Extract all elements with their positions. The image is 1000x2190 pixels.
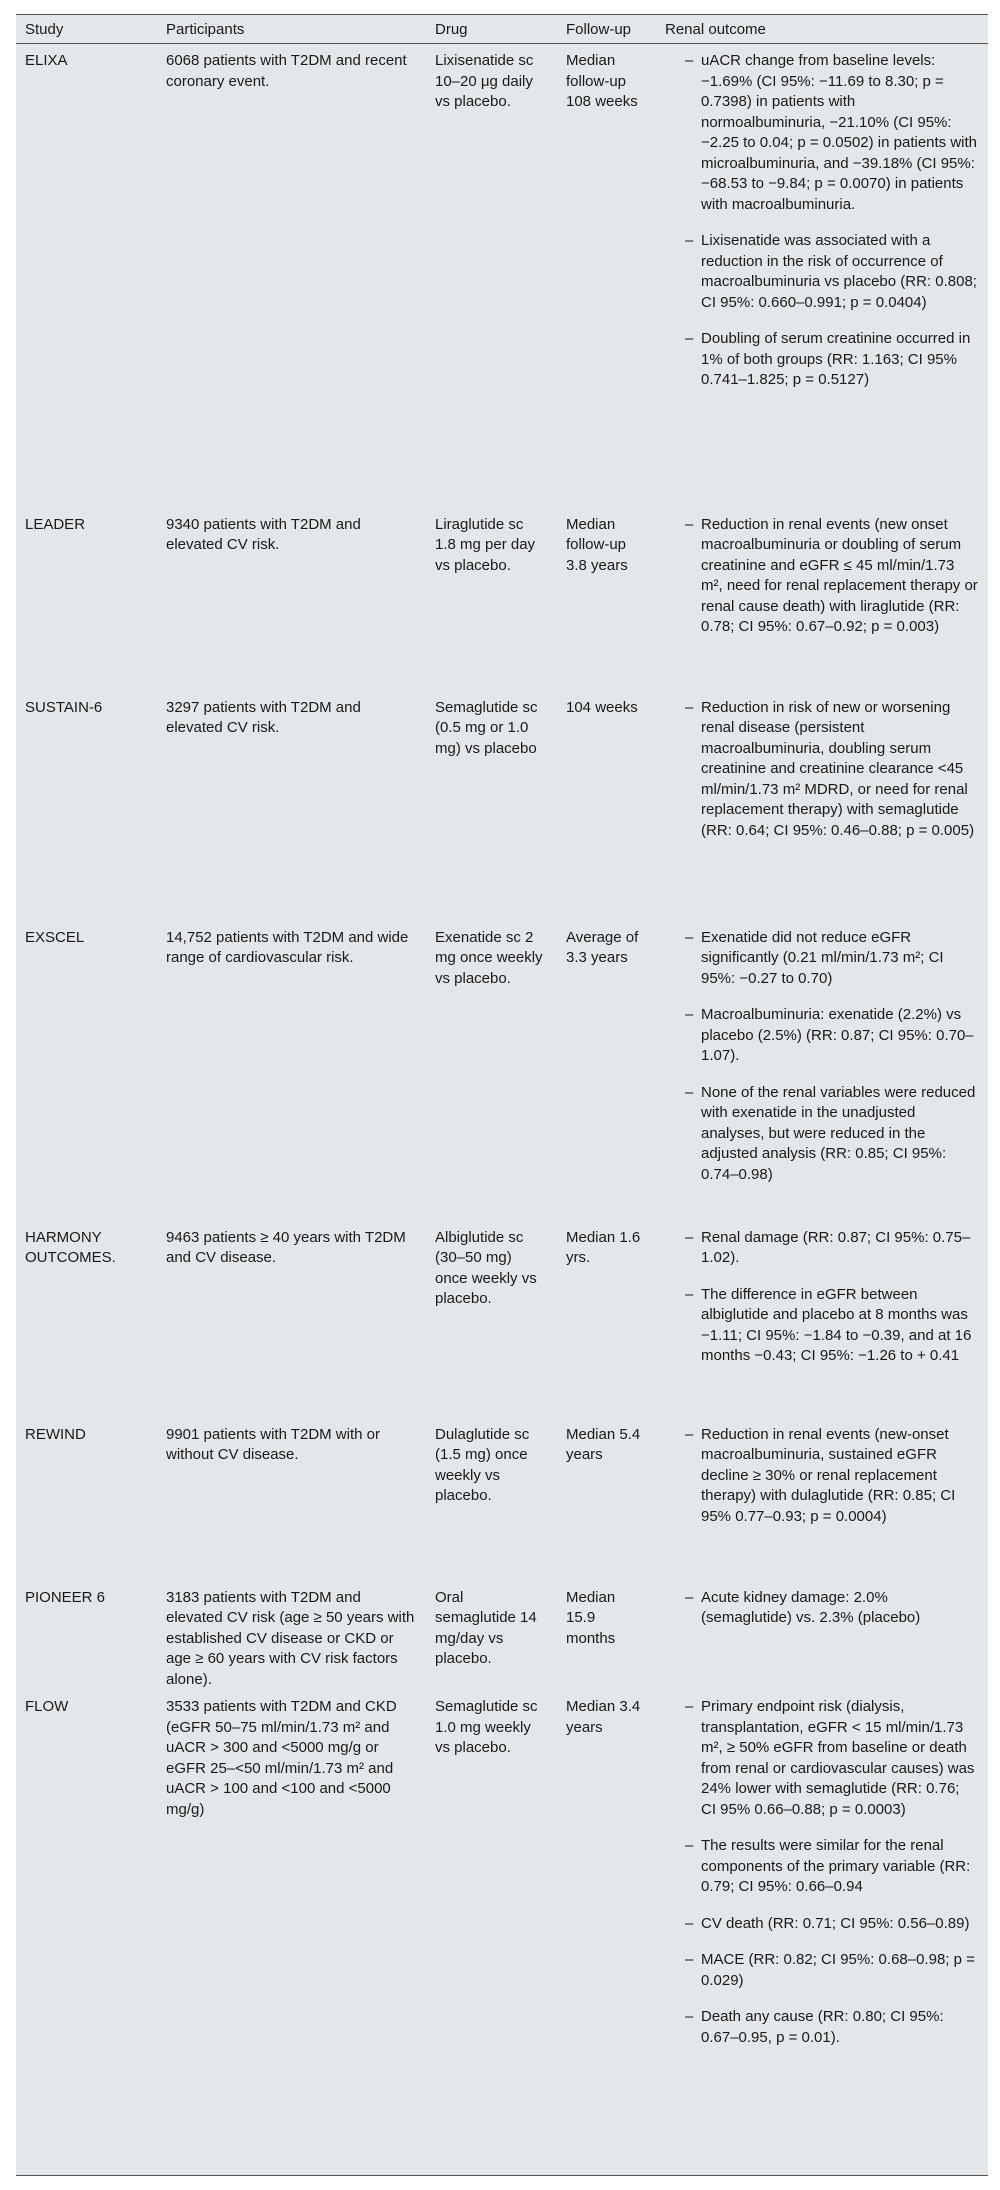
renal-outcome-cell	[656, 508, 988, 691]
renal-outcome-cell	[656, 1581, 988, 1691]
table-row	[16, 44, 988, 508]
outcome-text: Primary endpoint risk (dialysis, transplantation, eGFR < 15 ml/min/1.73 m², ≥ 50% eGFR from baseline or death from renal or cardiovascular causes) was 24% lower with semaglutide (RR: 0.76; CI 95% 0.66–0.88; p = 0.0003)	[701, 1698, 975, 1818]
outcome-item	[685, 51, 978, 215]
header-drug: Drug	[426, 15, 557, 44]
outcome-text: Reduction in renal events (new-onset macroalbuminuria, sustained eGFR decline ≥ 30% or renal replacement therapy) with dulaglutide (RR: 0.85; CI 95% 0.77–0.93; p = 0.0004)	[701, 1425, 956, 1525]
outcome-item	[685, 1588, 978, 1629]
follow-up-cell: Median follow-up 108 weeks	[566, 52, 638, 110]
header-participants: Participants	[157, 15, 426, 44]
table-row	[16, 691, 988, 921]
drug-cell: Semaglutide sc 1.0 mg weekly vs placebo.	[435, 1698, 538, 1756]
outcome-item	[685, 1285, 978, 1367]
drug-cell: Oral semaglutide 14 mg/day vs placebo.	[435, 1588, 537, 1667]
outcome-text: Acute kidney damage: 2.0% (semaglutide) vs. 2.3% (placebo)	[701, 1588, 921, 1626]
renal-outcome-cell	[656, 1690, 988, 2150]
outcome-text: Death any cause (RR: 0.80; CI 95%: 0.67–0.95, p = 0.01).	[701, 2008, 944, 2046]
study-cell: ELIXA	[25, 52, 68, 69]
outcome-text: The results were similar for the renal components of the primary variable (RR: 0.79; CI 95%: 0.66–0.94	[701, 1837, 971, 1895]
table-row	[16, 508, 988, 691]
header-follow-up: Follow-up	[557, 15, 656, 44]
drug-cell: Exenatide sc 2 mg once weekly vs placebo.	[435, 928, 543, 987]
outcome-item	[685, 1914, 978, 1935]
table-row	[16, 1418, 988, 1581]
outcome-item	[685, 1836, 978, 1898]
participants-cell: 3297 patients with T2DM and elevated CV risk.	[166, 698, 361, 736]
study-cell: HARMONY OUTCOMES.	[25, 1228, 116, 1266]
participants-cell: 3533 patients with T2DM and CKD (eGFR 50–75 ml/min/1.73 m² and uACR > 300 and <5000 mg/g or eGFR 25–<50 ml/min/1.73 m² and uACR > 100 and <100 and <5000 mg/g)	[166, 1698, 397, 1818]
dash-bullet-icon: –	[685, 1083, 694, 1101]
participants-cell: 14,752 patients with T2DM and wide range of cardiovascular risk.	[166, 928, 409, 966]
follow-up-cell: Median 5.4 years	[566, 1425, 641, 1463]
drug-cell: Lixisenatide sc 10–20 μg daily vs placebo.	[435, 52, 534, 110]
table-row	[16, 1581, 988, 1691]
outcome-text: CV death (RR: 0.71; CI 95%: 0.56–0.89)	[701, 1914, 970, 1932]
study-cell: SUSTAIN-6	[25, 698, 103, 716]
outcome-item	[685, 329, 978, 391]
dash-bullet-icon: –	[685, 1285, 694, 1303]
follow-up-cell: Median 15.9 months	[566, 1588, 616, 1647]
outcome-text: Lixisenatide was associated with a reduction in the risk of occurrence of macroalbuminuria vs placebo (RR: 0.808; CI 95%: 0.660–0.991; p = 0.0404)	[701, 232, 977, 311]
follow-up-cell: Median 3.4 years	[566, 1698, 641, 1736]
outcome-text: Macroalbuminuria: exenatide (2.2%) vs placebo (2.5%) (RR: 0.87; CI 95%: 0.70–1.07).	[701, 1006, 974, 1064]
dash-bullet-icon: –	[685, 1228, 694, 1246]
dash-bullet-icon: –	[685, 1837, 694, 1854]
outcome-text: MACE (RR: 0.82; CI 95%: 0.68–0.98; p = 0.029)	[701, 1951, 975, 1989]
study-cell: PIONEER 6	[25, 1588, 106, 1606]
table-row	[16, 1221, 988, 1418]
renal-outcome-cell	[656, 691, 988, 921]
dash-bullet-icon: –	[685, 928, 694, 946]
table-row	[16, 921, 988, 1221]
renal-outcome-cell	[656, 921, 988, 1221]
dash-bullet-icon: –	[685, 232, 694, 249]
participants-cell: 3183 patients with T2DM and elevated CV risk (age ≥ 50 years with established CV disease or CKD or age ≥ 60 years with CV risk factors alone).	[166, 1588, 415, 1688]
dash-bullet-icon: –	[685, 330, 694, 347]
outcome-item	[685, 231, 978, 313]
drug-cell: Albiglutide sc (30–50 mg) once weekly vs placebo.	[435, 1228, 537, 1307]
outcome-item	[685, 1083, 978, 1186]
drug-cell: Liraglutide sc 1.8 mg per day vs placebo.	[435, 515, 536, 574]
follow-up-cell: Median 1.6 yrs.	[566, 1228, 641, 1266]
study-cell: LEADER	[25, 515, 86, 533]
outcome-text: The difference in eGFR between albiglutide and placebo at 8 months was −1.11; CI 95%: −1.84 to −0.39, and at 16 months −0.43; CI 95%: −1.26 to + 0.41	[701, 1285, 972, 1364]
study-cell: REWIND	[25, 1425, 86, 1443]
outcome-text: uACR change from baseline levels: −1.69% (CI 95%: −11.69 to 8.30; p = 0.7398) in patients with normoalbuminuria, −21.10% (CI 95%: −2.25 to 0.04; p = 0.0502) in patients with microalbuminuria, and −39.18% (CI 95%: −68.53 to −9.84; p = 0.0070) in patients with macroalbuminuria.	[701, 52, 978, 213]
outcome-item	[685, 698, 978, 842]
dash-bullet-icon: –	[685, 1951, 694, 1968]
renal-outcome-cell	[656, 1221, 988, 1418]
participants-cell: 9463 patients ≥ 40 years with T2DM and CV disease.	[166, 1228, 406, 1266]
drug-cell: Semaglutide sc (0.5 mg or 1.0 mg) vs placebo	[435, 698, 538, 757]
dash-bullet-icon: –	[685, 515, 694, 533]
study-cell: EXSCEL	[25, 928, 85, 946]
outcome-item	[685, 1005, 978, 1067]
outcome-text: Reduction in renal events (new onset macroalbuminuria or doubling of serum creatinine and eGFR ≤ 45 ml/min/1.73 m², need for renal replacement therapy or renal cause death) with liraglutide (RR: 0.78; CI 95%: 0.67–0.92; p = 0.003)	[701, 515, 978, 635]
study-cell: FLOW	[25, 1698, 69, 1715]
outcome-item	[685, 1425, 978, 1528]
dash-bullet-icon: –	[685, 1914, 694, 1932]
renal-outcomes-table	[16, 15, 988, 2150]
results-table-panel	[16, 14, 988, 2176]
dash-bullet-icon: –	[685, 2008, 694, 2025]
outcome-item	[685, 1228, 978, 1269]
dash-bullet-icon: –	[685, 1698, 694, 1715]
dash-bullet-icon: –	[685, 52, 694, 69]
follow-up-cell: Average of 3.3 years	[566, 928, 639, 966]
outcome-text: Doubling of serum creatinine occurred in 1% of both groups (RR: 1.163; CI 95% 0.741–1.825; p = 0.5127)	[701, 330, 971, 388]
renal-outcome-cell	[656, 1418, 988, 1581]
participants-cell: 9340 patients with T2DM and elevated CV risk.	[166, 515, 361, 553]
header-renal-outcome: Renal outcome	[656, 15, 988, 44]
participants-cell: 6068 patients with T2DM and recent coronary event.	[166, 52, 407, 90]
outcome-item	[685, 1950, 978, 1991]
table-row	[16, 1690, 988, 2150]
dash-bullet-icon: –	[685, 1588, 694, 1606]
table-header-row	[16, 15, 988, 44]
outcome-text: Reduction in risk of new or worsening renal disease (persistent macroalbuminuria, doubling serum creatinine and creatinine clearance <45 ml/min/1.73 m² MDRD, or need for renal replacement therapy) with semaglutide (RR: 0.64; CI 95%: 0.46–0.88; p = 0.005)	[701, 698, 975, 839]
follow-up-cell: Median follow-up 3.8 years	[566, 515, 628, 574]
header-study: Study	[16, 15, 157, 44]
outcome-text: Renal damage (RR: 0.87; CI 95%: 0.75–1.02).	[701, 1228, 971, 1266]
drug-cell: Dulaglutide sc (1.5 mg) once weekly vs placebo.	[435, 1425, 530, 1504]
outcome-text: Exenatide did not reduce eGFR significantly (0.21 ml/min/1.73 m²; CI 95%: −0.27 to 0.70)	[701, 928, 944, 987]
outcome-item	[685, 515, 978, 638]
dash-bullet-icon: –	[685, 698, 694, 716]
renal-outcome-cell	[656, 44, 988, 508]
participants-cell: 9901 patients with T2DM with or without CV disease.	[166, 1425, 380, 1463]
dash-bullet-icon: –	[685, 1425, 694, 1443]
outcome-text: None of the renal variables were reduced with exenatide in the unadjusted analyses, but were reduced in the adjusted analysis (RR: 0.85; CI 95%: 0.74–0.98)	[701, 1083, 976, 1183]
outcome-item	[685, 2007, 978, 2048]
follow-up-cell: 104 weeks	[566, 698, 638, 716]
outcome-item	[685, 1697, 978, 1820]
outcome-item	[685, 928, 978, 990]
dash-bullet-icon: –	[685, 1006, 694, 1023]
